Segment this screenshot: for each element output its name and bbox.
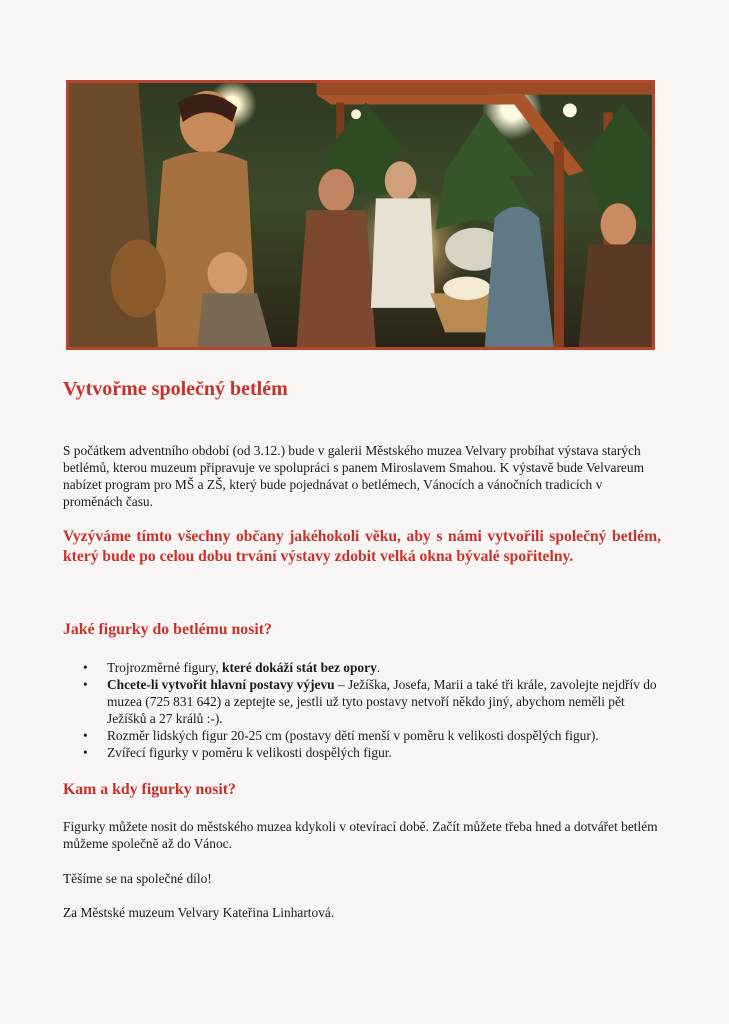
bullet-icon: • [83,660,88,675]
figures-list [63,659,663,761]
list-item: • Rozměr lidských figur 20-25 cm (postavy dětí menší v poměru k velikosti dospělých figur). [83,728,599,743]
closing-line: Těšíme se na společné dílo! [63,871,212,886]
where-paragraph: Figurky můžete nosit do městského muzea kdykoli v otevírací době. Začít můžete třeba hned a dotvářet betlém můžeme společně až do Vánoc. [63,819,658,851]
bullet-icon: • [83,677,88,692]
intro-paragraph: S počátkem adventního období (od 3.12.) bude v galerii Městského muzea Velvary probíhat výstava starých betlémů, kterou muzeum připravuje ve spolupráci s panem Miroslavem Smahou. K výstavě bude Velvareum nabízet program pro MŠ a ZŠ, který bude pojednávat o betlémech, Vánocích a vánočních tradicích v proměnách času. [63,443,644,509]
bullet-icon: • [83,728,88,743]
bullet-icon: • [83,745,88,760]
list-item: • Zvířecí figurky v poměru k velikosti dospělých figur. [83,745,392,760]
section-heading-figures: Jaké figurky do betlému nosit? [63,621,272,638]
page-title: Vytvořme společný betlém [63,378,288,400]
signature-line: Za Městské muzeum Velvary Kateřina Linhartová. [63,905,335,920]
appeal-paragraph: Vyzýváme tímto všechny občany jakéhokoli věku, aby s námi vytvořili společný betlém, který bude po celou dobu trvání výstavy zdobit velká okna bývalé spořitelny. [63,528,661,565]
section-heading-where: Kam a kdy figurky nosit? [63,781,236,798]
nativity-photo [66,80,655,350]
list-item: • Chcete-li vytvořit hlavní postavy výjevu – Ježíška, Josefa, Marii a také tři krále, zavolejte nejdřív do muzea (725 831 642) a zeptejte se, jestli už tyto postavy netvoří někdo jiný, abychom neměli pět Ježíšků a 27 králů :-). [83,677,657,726]
list-item: • Trojrozměrné figury, které dokáží stát bez opory. [83,660,381,675]
